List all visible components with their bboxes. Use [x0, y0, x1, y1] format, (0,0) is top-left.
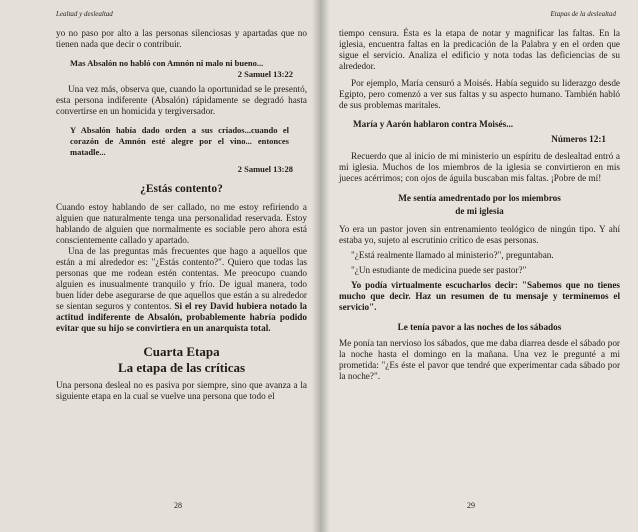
paragraph: Una persona desleal no es pasiva por siempre, sino que avanza a la siguiente etapa en la cual se vuelve una persona que todo el [56, 380, 307, 401]
section-heading: Le tenía pavor a las noches de los sábados [397, 322, 562, 332]
right-page [321, 0, 638, 532]
scripture-reference: 2 Samuel 13:22 [237, 69, 293, 79]
running-head-right: Etapas de la deslealtad [550, 10, 616, 18]
page-number: 28 [174, 501, 182, 510]
paragraph: Me ponía tan nervioso los sábados, que me daba diarrea desde el sábado por la noche hasta el domingo en la mañana. Una vez le pregunté a mi prometida: "¿Es éste el pavor que tendré que experimentar cada sábado por la noche?". [339, 338, 620, 381]
paragraph: Cuando estoy hablando de ser callado, no me estoy refiriendo a alguien que naturalmente tenga una personalidad reservada. Estoy hablando de alguien que normalmente es sociable pero ahora está conscientemente callado y apartado. [56, 202, 307, 245]
book-gutter [312, 0, 330, 532]
paragraph: tiempo censura. Ésta es la etapa de notar y magnificar las faltas. En la iglesia, encuentra faltas en la predicación de la Palabra y en el orden que sigue el servicio. Analiza el edificio y nota todas las deficiencias de su alrededor. [339, 28, 620, 71]
paragraph-text: Una de las preguntas más frecuentes que hago a aquellos que están a mi alrededor es: "¿Estás contento?". Quiero que todas las personas que me rodean estén contentas. Me preocupo cuando alguien es inusualmente tranquilo y frío. De igual manera, todo buen líder debe asegurarse de que aquellos que están a su alrededor se sientan seguros y contentos. [56, 246, 307, 311]
paragraph: Por ejemplo, María censuró a Moisés. Había seguido su liderazgo desde Egipto, pero comenzó a ver sus faltas y su aspecto humano. También habló de sus problemas maritales. [339, 78, 620, 110]
scripture-quote: María y Aarón hablaron contra Moisés... [353, 119, 514, 129]
section-heading: de mi iglesia [455, 206, 504, 216]
paragraph: Una vez más, observa que, cuando la oportunidad se le presentó, esta persona indiferente (Absalón) rápidamente se degradó hasta convertirse en un homicida y tergiversador. [56, 84, 307, 116]
section-heading: ¿Estás contento? [140, 183, 223, 195]
scripture-reference: 2 Samuel 13:28 [237, 164, 293, 174]
scripture-quote: Mas Absalón no habló con Amnón ni malo ni bueno... [70, 58, 264, 68]
paragraph: "¿Un estudiante de medicina puede ser pastor?" [351, 265, 527, 275]
paragraph: "¿Está realmente llamado al ministerio?", preguntaban. [351, 250, 554, 260]
scripture-quote: Y Absalón había dado orden a sus criados...cuando el corazón de Amnón esté alegre por el vino... entonces matadle... [70, 125, 289, 157]
paragraph: Yo era un pastor joven sin entrenamiento teológico de ningún tipo. Y ahí estaba yo, sujeto al escrutinio crítico de esas personas. [339, 224, 620, 245]
emphasis-paragraph: Yo podía virtualmente escucharlos decir: "Sabemos que no tienes mucho que decir. Haz un resumen de tu mensaje y terminemos el servicio". [339, 280, 620, 312]
chapter-title: La etapa de las críticas [117, 360, 246, 375]
paragraph: Recuerdo que al inicio de mi ministerio un espíritu de deslealtad entró a mi iglesia. Muchos de los miembros de la iglesia se convirtieron en mis jueces acérrimos; con ojos de águila buscaban mis faltas. ¡Pobre de mí! [339, 151, 620, 183]
page-number: 29 [467, 501, 475, 510]
emphasis-text: Si el rey David hubiera notado la actitud indiferente de Absalón, probablemente habría podido evitar que su hijo se convirtiera en un anarquista total. [56, 301, 307, 333]
scripture-reference: Números 12:1 [551, 134, 606, 144]
running-head-left: Lealtad y deslealtad [56, 10, 113, 18]
chapter-number: Cuarta Etapa [143, 344, 220, 359]
paragraph: yo no paso por alto a las personas silenciosas y apartadas que no tienen nada que decir o contribuir. [56, 28, 307, 49]
paragraph [56, 246, 307, 334]
section-heading: Me sentía amedrentado por los miembros [398, 193, 561, 203]
